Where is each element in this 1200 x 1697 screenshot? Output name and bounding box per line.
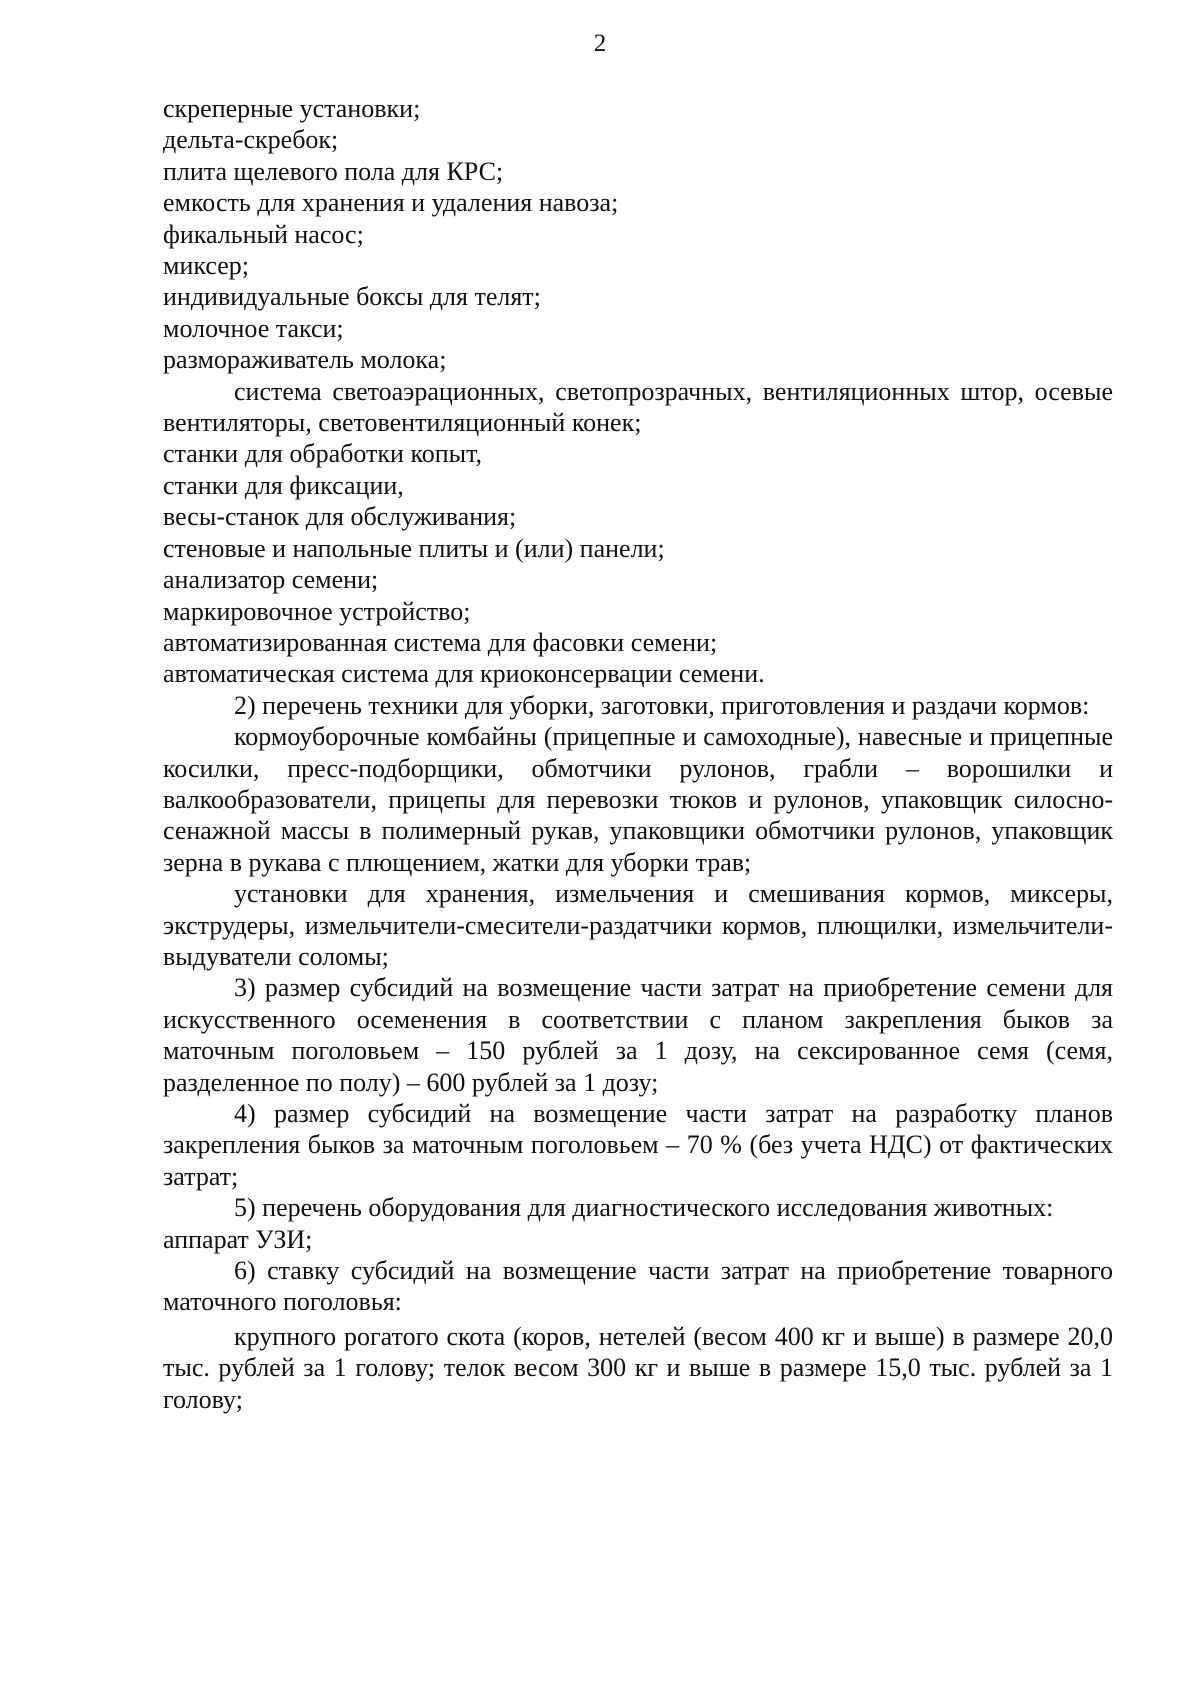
page-number: 2 [593,30,607,57]
list-item: индивидуальные боксы для телят; [163,282,541,312]
section-5-heading: 5) перечень оборудования для диагностического исследования животных: [234,1193,1054,1223]
ventilation-paragraph: система светоаэрационных, светопрозрачных, вентиляционных штор, осевые вентиляторы, световентиляционный конек; [163,376,1113,438]
list-item: емкость для хранения и удаления навоза; [163,188,619,218]
list-item: миксер; [163,251,249,281]
list-item: весы-станок для обслуживания; [163,502,517,532]
list-item: стеновые и напольные плиты и (или) панели; [163,533,665,563]
list-item: маркировочное устройство; [163,596,471,626]
list-item: плита щелевого пола для КРС; [163,156,504,186]
section-2-heading: 2) перечень техники для уборки, заготовки, приготовления и раздачи кормов: [234,690,1090,720]
section-6-heading: 6) ставку субсидий на возмещение части затрат на приобретение товарного маточного поголовья: [163,1256,1113,1317]
list-item: анализатор семени; [163,565,379,595]
section-2-paragraph-1: кормоуборочные комбайны (прицепные и самоходные), навесные и прицепные косилки, пресс-подборщики, обмотчики рулонов, грабли – ворошилки и валкообразователи, прицепы для перевозки тюков и рулонов, упаковщик силосно-сенажной массы в полимерный рукав, упаковщики обмотчики рулонов, упаковщик зерна в рукава с плющением, жатки для уборки трав; [163,722,1113,877]
document-body [163,93,1113,1415]
list-item: молочное такси; [163,313,344,343]
list-item: дельта-скребок; [163,125,339,155]
list-item: фикальный насос; [163,219,364,249]
list-item: автоматическая система для криоконсервации семени. [163,659,765,689]
list-item: аппарат УЗИ; [163,1224,313,1254]
list-item: автоматизированная система для фасовки семени; [163,627,718,657]
list-item: скреперные установки; [163,94,421,123]
list-item: станки для фиксации, [163,470,404,500]
section-4-paragraph: 4) размер субсидий на возмещение части затрат на разработку планов закрепления быков за маточным поголовьем – 70 % (без учета НДС) от фактических затрат; [163,1099,1113,1191]
list-item: станки для обработки копыт, [163,439,483,469]
section-3-paragraph: 3) размер субсидий на возмещение части затрат на приобретение семени для искусственного осеменения в соответствии с планом закрепления быков за маточным поголовьем – 150 рублей за 1 дозу, на сексированное семя (семя, разделенное по полу) – 600 рублей за 1 дозу; [163,973,1113,1097]
section-2-paragraph-2: установки для хранения, измельчения и смешивания кормов, миксеры, экструдеры, измельчители-смесители-раздатчики кормов, плющилки, измельчители-выдуватели соломы; [163,879,1113,971]
section-6-paragraph: крупного рогатого скота (коров, нетелей (весом 400 кг и выше) в размере 20,0 тыс. рублей за 1 голову; телок весом 300 кг и выше в размере 15,0 тыс. рублей за 1 голову; [163,1321,1113,1414]
list-item: размораживатель молока; [163,345,447,375]
